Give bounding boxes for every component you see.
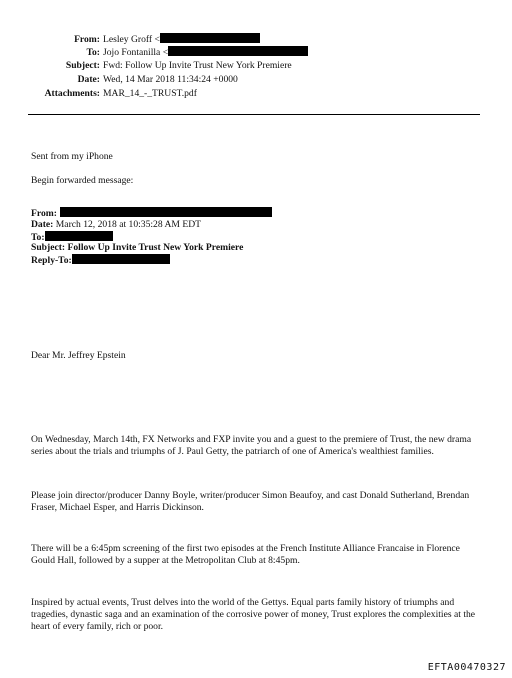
- fwd-date-value: March 12, 2018 at 10:35:28 AM EDT: [55, 219, 202, 230]
- header-date-value: Wed, 14 Mar 2018 11:34:24 +0000: [103, 74, 238, 85]
- header-attachments-row: [30, 88, 197, 100]
- header-attachments-value[interactable]: MAR_14_-_TRUST.pdf: [103, 88, 197, 99]
- fwd-from-row: [31, 207, 272, 219]
- header-to-value: Jojo Fontanilla <: [103, 47, 169, 58]
- fwd-subject-row: [31, 242, 243, 254]
- fwd-subject-value: Follow Up Invite Trust New York Premiere: [67, 242, 244, 253]
- fwd-date-label: Date:: [31, 219, 54, 230]
- fwd-reply-to-row: [31, 254, 170, 266]
- fwd-to-label: To:: [31, 232, 45, 243]
- header-date-row: [30, 74, 238, 86]
- begin-forwarded-line: Begin forwarded message:: [31, 175, 134, 186]
- header-to-row: [30, 46, 308, 58]
- bates-number: EFTA00470327: [427, 661, 506, 673]
- fwd-date-row: [31, 219, 201, 231]
- header-subject-value: Fwd: Follow Up Invite Trust New York Premiere: [103, 60, 292, 71]
- header-subject-label: Subject:: [65, 60, 100, 71]
- header-attachments-label: Attachments:: [44, 88, 100, 99]
- fwd-reply-to-label: Reply-To:: [31, 255, 72, 266]
- letter-paragraph-2: Please join director/producer Danny Boyle, writer/producer Simon Beaufoy, and cast Donald Sutherland, Brendan Fraser, Michael Esper, and Harris Dickinson.: [31, 490, 470, 513]
- sent-from-line: Sent from my iPhone: [31, 151, 113, 162]
- header-date-label: Date:: [77, 74, 100, 85]
- header-subject-row: [30, 60, 292, 72]
- letter-paragraph-1: On Wednesday, March 14th, FX Networks and FXP invite you and a guest to the premiere of Trust, the new drama series about the trials and triumphs of J. Paul Getty, the patriarch of one of America's wealthiest families.: [31, 434, 472, 457]
- letter-paragraph-4: Inspired by actual events, Trust delves into the world of the Gettys. Equal parts family history of triumphs and tragedies, dynastic saga and an examination of the corrosive power of money, Trust explores the complexities at the heart of every family, rich or poor.: [31, 597, 476, 632]
- letter-paragraph-3: There will be a 6:45pm screening of the first two episodes at the French Institute Alliance Francaise in Florence Gould Hall, followed by a supper at the Metropolitan Club at 8:45pm.: [31, 543, 460, 566]
- fwd-subject-label: Subject:: [31, 242, 66, 253]
- letter-greeting: Dear Mr. Jeffrey Epstein: [31, 350, 126, 361]
- header-to-label: To:: [86, 47, 100, 58]
- header-from-value: Lesley Groff <: [103, 34, 160, 45]
- header-from-row: [30, 33, 260, 45]
- fwd-from-label: From:: [31, 208, 57, 219]
- redaction-box: [72, 254, 170, 264]
- redaction-box: [45, 231, 113, 241]
- redaction-box: [160, 33, 260, 43]
- redaction-box: [168, 46, 308, 56]
- redaction-box: [60, 207, 272, 217]
- header-from-label: From:: [74, 34, 100, 45]
- header-divider: [28, 114, 480, 115]
